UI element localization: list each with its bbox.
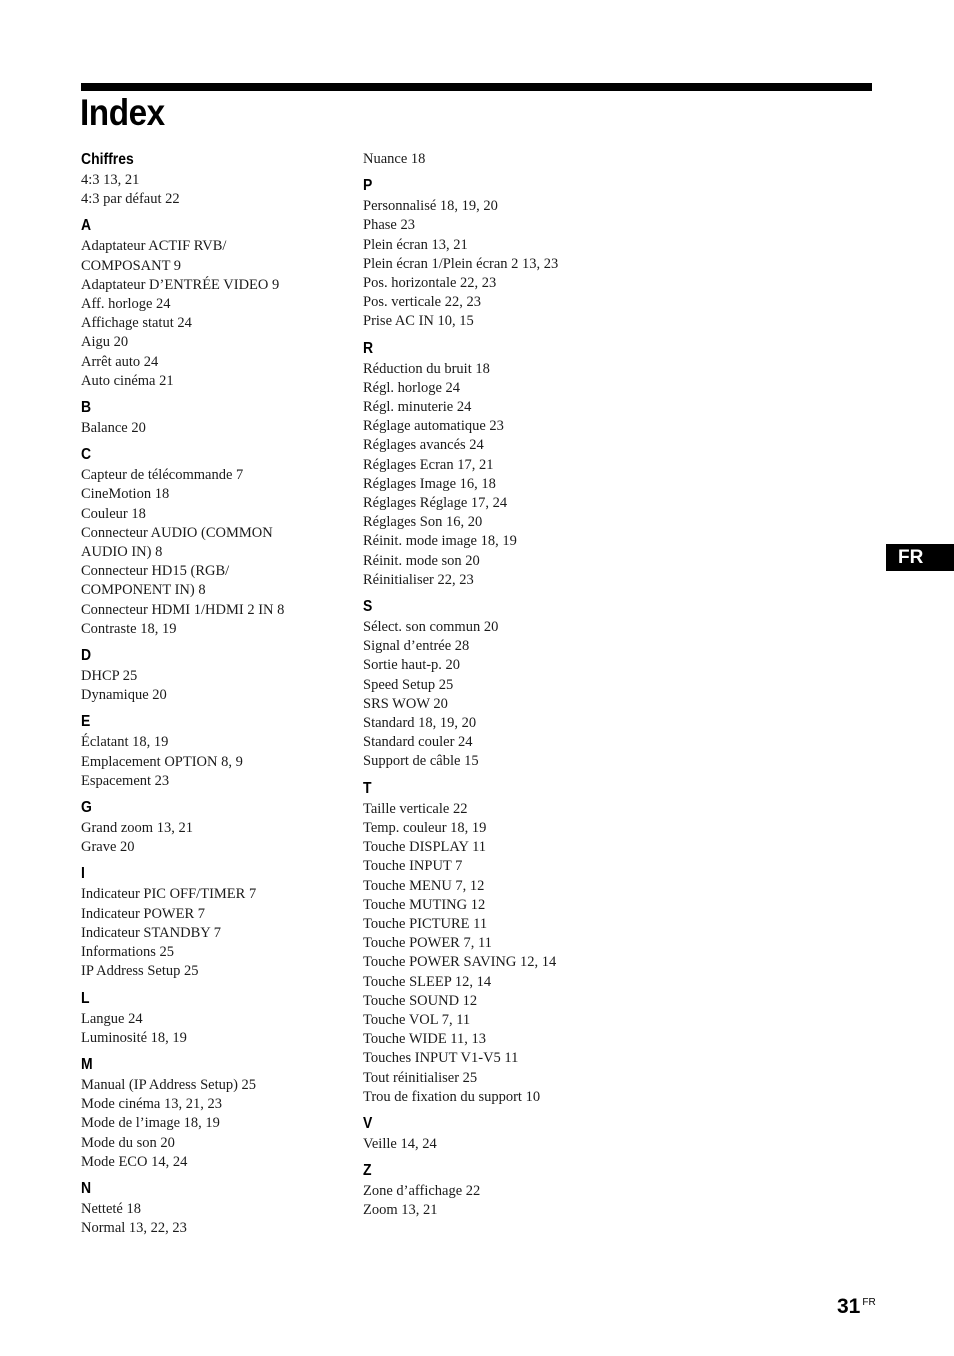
index-entry: Grave 20: [81, 839, 135, 856]
index-entry: Plein écran 1/Plein écran 2 13, 23: [363, 255, 559, 272]
index-entry: Réglages Réglage 17, 24: [363, 495, 508, 512]
index-entry: Tout réinitialiser 25: [363, 1069, 478, 1086]
index-entry: Normal 13, 22, 23: [81, 1220, 187, 1237]
index-entry: Connecteur HD15 (RGB/: [81, 563, 230, 580]
page-number-value: 31: [837, 1295, 861, 1318]
index-entry: Contraste 18, 19: [81, 620, 177, 637]
index-entry: Mode de l’image 18, 19: [81, 1115, 220, 1132]
index-entry: Indicateur STANDBY 7: [81, 924, 222, 941]
index-entry: Réinit. mode son 20: [363, 552, 480, 569]
index-entry: Grand zoom 13, 21: [81, 820, 193, 837]
index-entry: 4:3 par défaut 22: [81, 191, 180, 208]
index-entry: Pos. verticale 22, 23: [363, 294, 481, 311]
index-entry: Luminosité 18, 19: [81, 1029, 187, 1046]
index-entry: Standard couler 24: [363, 734, 473, 751]
index-section-heading: G: [81, 799, 92, 817]
index-entry: Sortie haut-p. 20: [363, 657, 461, 674]
index-section-heading: T: [363, 779, 372, 797]
index-entry: Réinitialiser 22, 23: [363, 571, 474, 588]
index-entry: Netteté 18: [81, 1200, 141, 1217]
index-entry: Affichage statut 24: [81, 315, 192, 332]
index-entry: Touche SLEEP 12, 14: [363, 973, 492, 990]
index-entry: IP Address Setup 25: [81, 963, 199, 980]
index-section-heading: R: [363, 339, 374, 357]
index-entry: Dynamique 20: [81, 687, 167, 704]
index-section-heading: V: [363, 1114, 373, 1132]
index-entry: Arrêt auto 24: [81, 353, 159, 370]
index-entry: Réglage automatique 23: [363, 418, 504, 435]
index-entry: Pos. horizontale 22, 23: [363, 275, 497, 292]
index-entry: Mode ECO 14, 24: [81, 1153, 188, 1170]
index-entry: Touche VOL 7, 11: [363, 1011, 471, 1028]
index-section-heading: B: [81, 399, 92, 417]
index-section-heading: C: [81, 446, 92, 464]
index-entry: Indicateur PIC OFF/TIMER 7: [81, 886, 257, 903]
index-column-left: [81, 150, 351, 1238]
index-entry: Réinit. mode image 18, 19: [363, 533, 517, 550]
index-section-heading: Z: [363, 1162, 372, 1180]
index-entry: Connecteur HDMI 1/HDMI 2 IN 8: [81, 601, 285, 618]
index-section-heading: A: [81, 217, 92, 235]
index-entry: Touches INPUT V1-V5 11: [363, 1050, 519, 1067]
index-entry: Zoom 13, 21: [363, 1202, 438, 1219]
index-entry: Touche INPUT 7: [363, 858, 463, 875]
index-entry: Couleur 18: [81, 505, 146, 522]
index-entry: Langue 24: [81, 1010, 143, 1027]
index-entry: Prise AC IN 10, 15: [363, 313, 474, 330]
index-entry: Mode cinéma 13, 21, 23: [81, 1096, 222, 1113]
index-entry: Zone d’affichage 22: [363, 1183, 481, 1200]
index-entry: Touche POWER 7, 11: [363, 935, 492, 952]
index-entry: Manual (IP Address Setup) 25: [81, 1076, 257, 1093]
index-section-heading: P: [363, 177, 373, 195]
index-entry: Aff. horloge 24: [81, 296, 171, 313]
index-section-heading: Chiffres: [81, 151, 134, 168]
page-title: Index: [80, 92, 165, 133]
index-entry: Réduction du bruit 18: [363, 360, 490, 377]
index-entry: Adaptateur D’ENTRÉE VIDEO 9: [81, 276, 280, 293]
index-entry: Trou de fixation du support 10: [363, 1088, 541, 1105]
index-entry: Touche WIDE 11, 13: [363, 1031, 487, 1048]
index-entry: Balance 20: [81, 420, 146, 437]
index-entry: Réglages Son 16, 20: [363, 514, 483, 531]
title-rule: [81, 83, 872, 91]
index-section-heading: N: [81, 1179, 92, 1197]
index-column-right: [363, 150, 633, 1221]
index-section-heading: E: [81, 713, 91, 731]
index-entry: Touche MENU 7, 12: [363, 877, 485, 894]
index-entry: Réglages Image 16, 18: [363, 475, 496, 492]
index-entry: Informations 25: [81, 944, 175, 961]
index-section-heading: D: [81, 647, 92, 665]
index-entry: Emplacement OPTION 8, 9: [81, 753, 243, 770]
index-section-heading: S: [363, 598, 373, 616]
index-entry: Nuance 18: [363, 151, 426, 167]
index-entry: Adaptateur ACTIF RVB/: [81, 238, 227, 255]
index-entry: Standard 18, 19, 20: [363, 715, 477, 732]
index-entry: Touche MUTING 12: [363, 896, 486, 913]
index-entry: COMPOSANT 9: [81, 257, 182, 274]
index-entry: Support de câble 15: [363, 753, 479, 770]
index-entry: Connecteur AUDIO (COMMON: [81, 524, 273, 541]
index-entry: Espacement 23: [81, 772, 170, 789]
index-entry: Aigu 20: [81, 334, 129, 351]
index-entry: Phase 23: [363, 217, 415, 234]
index-entry: Capteur de télécommande 7: [81, 467, 244, 484]
index-section-heading: M: [81, 1055, 93, 1073]
index-entry: Personnalisé 18, 19, 20: [363, 198, 498, 215]
index-entry: Veille 14, 24: [363, 1135, 437, 1152]
index-entry: Touche POWER SAVING 12, 14: [363, 954, 557, 971]
index-entry: Taille verticale 22: [363, 800, 468, 817]
index-entry: Réglages avancés 24: [363, 437, 484, 454]
index-section-heading: I: [81, 865, 85, 883]
index-entry: Mode du son 20: [81, 1134, 175, 1151]
index-entry: Éclatant 18, 19: [81, 734, 169, 751]
index-entry: DHCP 25: [81, 668, 138, 685]
index-entry: Sélect. son commun 20: [363, 619, 499, 636]
index-entry: SRS WOW 20: [363, 695, 448, 712]
index-entry: Signal d’entrée 28: [363, 638, 470, 655]
index-entry: Touche DISPLAY 11: [363, 839, 487, 856]
index-entry: AUDIO IN) 8: [81, 544, 163, 561]
index-entry: Temp. couleur 18, 19: [363, 819, 487, 836]
index-entry: Touche SOUND 12: [363, 992, 478, 1009]
index-entry: 4:3 13, 21: [81, 172, 140, 188]
index-entry: Auto cinéma 21: [81, 372, 174, 389]
index-entry: Indicateur POWER 7: [81, 905, 206, 922]
language-tab: FR: [886, 544, 954, 571]
page-number: [837, 1295, 876, 1319]
index-entry: Plein écran 13, 21: [363, 236, 468, 253]
index-entry: Réglages Ecran 17, 21: [363, 456, 494, 473]
index-entry: Régl. horloge 24: [363, 379, 461, 396]
index-entry: CineMotion 18: [81, 486, 170, 503]
index-section-heading: L: [81, 989, 90, 1007]
index-entry: Régl. minuterie 24: [363, 399, 472, 416]
index-entry: COMPONENT IN) 8: [81, 582, 206, 599]
index-entry: Speed Setup 25: [363, 676, 454, 693]
page-number-lang: FR: [862, 1297, 876, 1308]
index-entry: Touche PICTURE 11: [363, 915, 488, 932]
